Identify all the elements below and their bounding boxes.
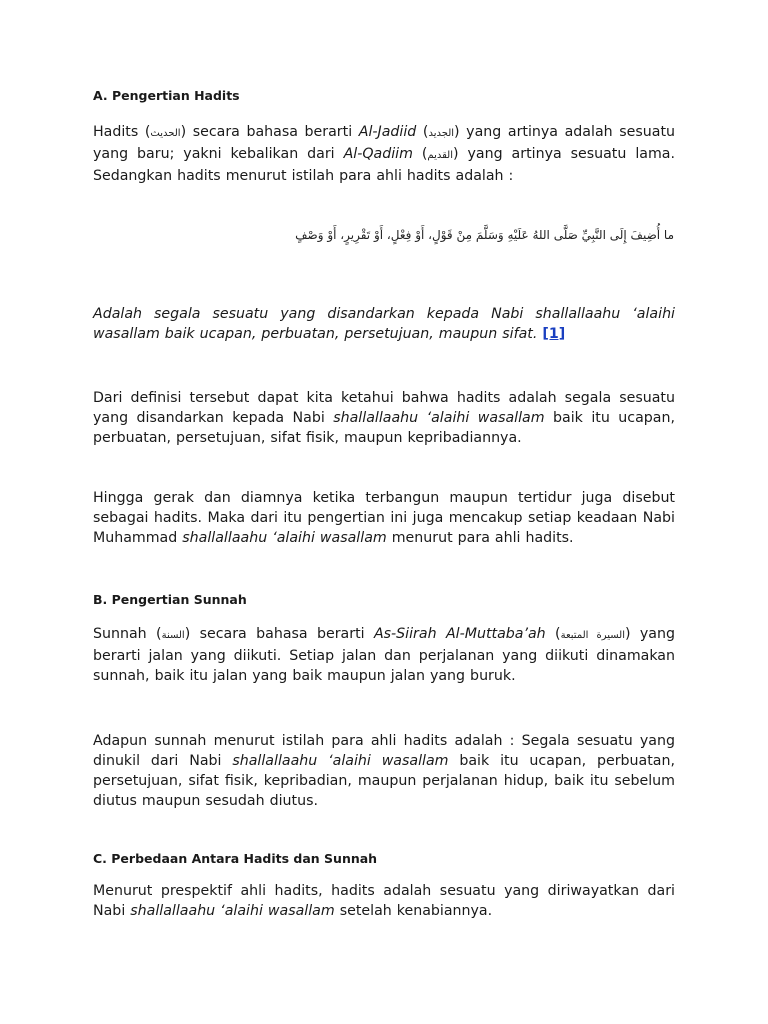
text: Dari definisi tersebut dapat kita ketahui bahwa hadits adalah segala sesuatu yang disandarkan kepada Nabi <box>93 390 675 426</box>
footnote-link[interactable]: [1] <box>542 326 566 342</box>
section-a-paragraph-2 <box>93 388 675 448</box>
section-a-heading: A. Pengertian Hadits <box>93 88 240 103</box>
text: Hadits ( <box>93 124 151 140</box>
section-a-paragraph-3 <box>93 488 675 548</box>
text: Hingga gerak dan diamnya ketika terbangun maupun tertidur juga disebut sebagai hadits. Maka dari itu pengertian ini juga mencakup setiap keadaan Nabi Muhammad <box>93 490 675 546</box>
arabic-term: الجديد <box>428 128 455 139</box>
text: ( <box>412 146 428 162</box>
text: Adapun sunnah menurut istilah para ahli hadits adalah : Segala sesuatu yang dinukil dari Nabi <box>93 733 675 769</box>
section-b-paragraph-2 <box>93 731 675 811</box>
arabic-term: السنة <box>161 630 185 641</box>
italic-term: shallallaahu ‘alaihi wasallam <box>130 903 335 919</box>
text: ) yang artinya sesuatu lama. Sedangkan hadits menurut istilah para ahli hadits adalah : <box>93 146 675 184</box>
text: baik itu ucapan, perbuatan, persetujuan, sifat fisik, kepribadian, maupun perjalanan hidup, baik itu sebelum diutus maupun sesudah diutus. <box>93 753 675 809</box>
text: ( <box>545 626 561 642</box>
text: menurut para ahli hadits. <box>386 530 574 546</box>
text: Sunnah ( <box>93 626 162 642</box>
text: ) yang artinya adalah sesuatu yang baru; yakni kebalikan dari <box>93 124 675 162</box>
definition-translation <box>93 304 675 344</box>
arabic-term: السيرة المتبعة <box>560 630 625 641</box>
italic-term: shallallaahu ‘alaihi wasallam <box>232 753 449 769</box>
section-c-heading: C. Perbedaan Antara Hadits dan Sunnah <box>93 851 378 866</box>
section-c-paragraph-1 <box>93 881 675 921</box>
text: baik itu ucapan, perbuatan, persetujuan, sifat fisik, maupun kepribadiannya. <box>93 410 675 446</box>
text: ) yang berarti jalan yang diikuti. Setiap jalan dan perjalanan yang diikuti dinamakan sunnah, baik itu jalan yang baik maupun jalan yang buruk. <box>93 626 675 684</box>
arabic-term: الحديث <box>150 128 181 139</box>
text: ) secara bahasa berarti <box>180 124 359 140</box>
text: ( <box>416 124 429 140</box>
text: Menurut prespektif ahli hadits, hadits adalah sesuatu yang diriwayatkan dari Nabi <box>93 883 675 919</box>
text: ) secara bahasa berarti <box>184 626 374 642</box>
translation-text: Adalah segala sesuatu yang disandarkan kepada Nabi shallallaahu ‘alaihi wasallam baik ucapan, perbuatan, persetujuan, maupun sifat. <box>93 306 675 342</box>
italic-term: Al-Qadiim <box>343 146 413 162</box>
arabic-term: القديم <box>427 150 453 161</box>
italic-term: As-Siirah Al-Muttaba’ah <box>373 626 546 642</box>
section-b-heading: B. Pengertian Sunnah <box>93 592 247 607</box>
italic-term: shallallaahu ‘alaihi wasallam <box>182 530 387 546</box>
section-b-paragraph-1 <box>93 624 675 686</box>
arabic-definition: ما أُضِيفَ إِلَى النَّبِيِّ صَلَّى اللهُ عَلَيْهِ وَسَلَّمَ مِنْ قَوْلٍ، أَوْ فِعْلٍ، أَوْ تَقْرِيرٍ، أَوْ وَصْفٍ <box>295 228 674 242</box>
section-a-paragraph-1 <box>93 122 675 186</box>
italic-term: Al-Jadiid <box>358 124 417 140</box>
text: setelah kenabiannya. <box>334 903 493 919</box>
italic-term: shallallaahu ‘alaihi wasallam <box>333 410 545 426</box>
